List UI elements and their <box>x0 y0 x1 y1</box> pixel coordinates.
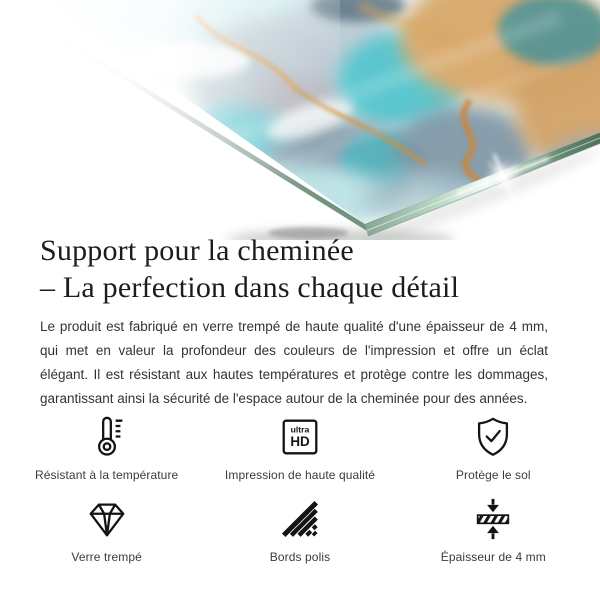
feature-label: Épaisseur de 4 mm <box>440 550 546 564</box>
ultra-hd-icon <box>277 412 323 462</box>
feature-label: Résistant à la température <box>34 468 179 482</box>
thickness-icon <box>470 494 516 544</box>
page-title <box>40 232 600 306</box>
svg-text:HD: HD <box>290 434 310 450</box>
feature-polished-edges <box>203 494 396 564</box>
feature-label: Bords polis <box>269 550 331 564</box>
thermometer-icon <box>84 412 130 462</box>
title-line-2: – La perfection dans chaque détail <box>40 271 460 304</box>
product-description: Le produit est fabriqué en verre trempé de haute qualité d'une épaisseur de 4 mm, qui met en valeur la profondeur des couleurs de l'impression et offre un éclat élégant. Il est résistant aux hautes températures et protège contre les dommages, garantissant ainsi la sécurité de l'espace autour de la cheminée pour des années. <box>40 319 548 406</box>
feature-label: Impression de haute qualité <box>224 468 376 482</box>
polished-edges-icon <box>277 494 323 544</box>
left-fade-overlay <box>0 0 340 240</box>
svg-text:ultra: ultra <box>290 424 310 435</box>
shield-check-icon <box>470 412 516 462</box>
feature-temperature <box>10 412 203 482</box>
hero-image <box>0 0 600 240</box>
feature-label: Verre trempé <box>71 550 142 564</box>
features-grid <box>0 412 600 564</box>
feature-print-quality <box>203 412 396 482</box>
feature-label: Protège le sol <box>455 468 531 482</box>
glass-panel-illustration <box>0 0 600 240</box>
feature-tempered-glass <box>10 494 203 564</box>
feature-thickness <box>397 494 590 564</box>
title-line-1: Support pour la cheminée <box>40 234 354 267</box>
diamond-icon <box>84 494 130 544</box>
feature-floor-protection <box>397 412 590 482</box>
